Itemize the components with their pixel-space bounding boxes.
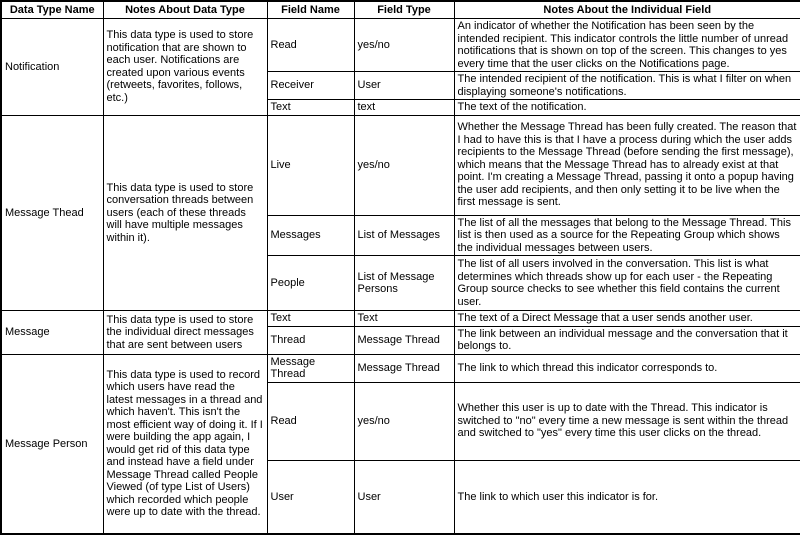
field-type-cell: yes/no xyxy=(354,382,454,460)
field-notes-cell: An indicator of whether the Notification has been seen by the intended recipient. This indicator controls the little number of unread notifications that is shown on top of the screen. This changes to yes every time that the user clicks on the Notifications page. xyxy=(454,19,800,72)
field-name-cell: Messages xyxy=(267,215,354,256)
field-notes-cell: Whether this user is up to date with the Thread. This indicator is switched to "no" every time a new message is sent within the thread and switched to "yes" every time this user clicks on the thread. xyxy=(454,382,800,460)
column-header-field-type: Field Type xyxy=(354,1,454,19)
field-name-cell: Live xyxy=(267,115,354,215)
header-row xyxy=(1,1,800,19)
data-type-name-cell: Message xyxy=(1,311,103,355)
field-name-cell: User xyxy=(267,460,354,534)
field-notes-cell: The list of all users involved in the conversation. This list is what determines which threads show up for each user - the Repeating Group source checks to see whether this field contains the current user. xyxy=(454,256,800,311)
field-type-cell: Message Thread xyxy=(354,354,454,382)
field-type-cell: yes/no xyxy=(354,115,454,215)
field-type-cell: User xyxy=(354,460,454,534)
field-type-cell: text xyxy=(354,100,454,116)
field-type-cell: Message Thread xyxy=(354,326,454,354)
field-name-cell: Text xyxy=(267,311,354,327)
field-name-cell: Receiver xyxy=(267,72,354,100)
column-header-data-type-name: Data Type Name xyxy=(1,1,103,19)
field-type-cell: List of Messages xyxy=(354,215,454,256)
field-name-cell: Read xyxy=(267,382,354,460)
column-header-notes-individual-field: Notes About the Individual Field xyxy=(454,1,800,19)
table-row xyxy=(1,19,800,72)
field-notes-cell: The link to which thread this indicator corresponds to. xyxy=(454,354,800,382)
field-notes-cell: The text of a Direct Message that a user sends another user. xyxy=(454,311,800,327)
data-type-name-cell: Message Thead xyxy=(1,115,103,311)
table-row xyxy=(1,115,800,215)
field-notes-cell: The link between an individual message and the conversation that it belongs to. xyxy=(454,326,800,354)
field-type-cell: Text xyxy=(354,311,454,327)
data-type-notes-cell: This data type is used to store notification that are shown to each user. Notifications are created upon various events (retweets, favorites, follows, etc.) xyxy=(103,19,267,116)
field-name-cell: Text xyxy=(267,100,354,116)
field-notes-cell: The list of all the messages that belong to the Message Thread. This list is then used as a source for the Repeating Group which shows the individual messages between users. xyxy=(454,215,800,256)
table-row xyxy=(1,354,800,382)
data-type-name-cell: Message Person xyxy=(1,354,103,534)
data-type-notes-cell: This data type is used to store conversation threads between users (each of these threads will have multiple messages within it). xyxy=(103,115,267,311)
field-name-cell: Read xyxy=(267,19,354,72)
field-notes-cell: The text of the notification. xyxy=(454,100,800,116)
data-type-notes-cell: This data type is used to store the individual direct messages that are sent between users xyxy=(103,311,267,355)
data-type-name-cell: Notification xyxy=(1,19,103,116)
field-type-cell: User xyxy=(354,72,454,100)
data-type-notes-cell: This data type is used to record which users have read the latest messages in a thread and which haven't. This isn't the most efficient way of doing it. If I were building the app again, I would get rid of this data type and instead have a field under Message Thread called People Viewed (of type List of Users) which recorded which people were up to date with the thread. xyxy=(103,354,267,534)
field-notes-cell: The intended recipient of the notification. This is what I filter on when displaying someone's notifications. xyxy=(454,72,800,100)
column-header-notes-about-data-type: Notes About Data Type xyxy=(103,1,267,19)
field-notes-cell: Whether the Message Thread has been fully created. The reason that I had to have this is that I have a process during which the user adds recipients to the Message Thread (before sending the first message), which means that the Message Thread has to already exist at that point. I'm creating a Message Thread, passing it onto a popup having the user add recipients, and then only setting it to be live when the first message is sent. xyxy=(454,115,800,215)
field-notes-cell: The link to which user this indicator is for. xyxy=(454,460,800,534)
field-type-cell: List of Message Persons xyxy=(354,256,454,311)
table-row xyxy=(1,311,800,327)
column-header-field-name: Field Name xyxy=(267,1,354,19)
field-name-cell: People xyxy=(267,256,354,311)
field-name-cell: Message Thread xyxy=(267,354,354,382)
field-type-cell: yes/no xyxy=(354,19,454,72)
field-name-cell: Thread xyxy=(267,326,354,354)
